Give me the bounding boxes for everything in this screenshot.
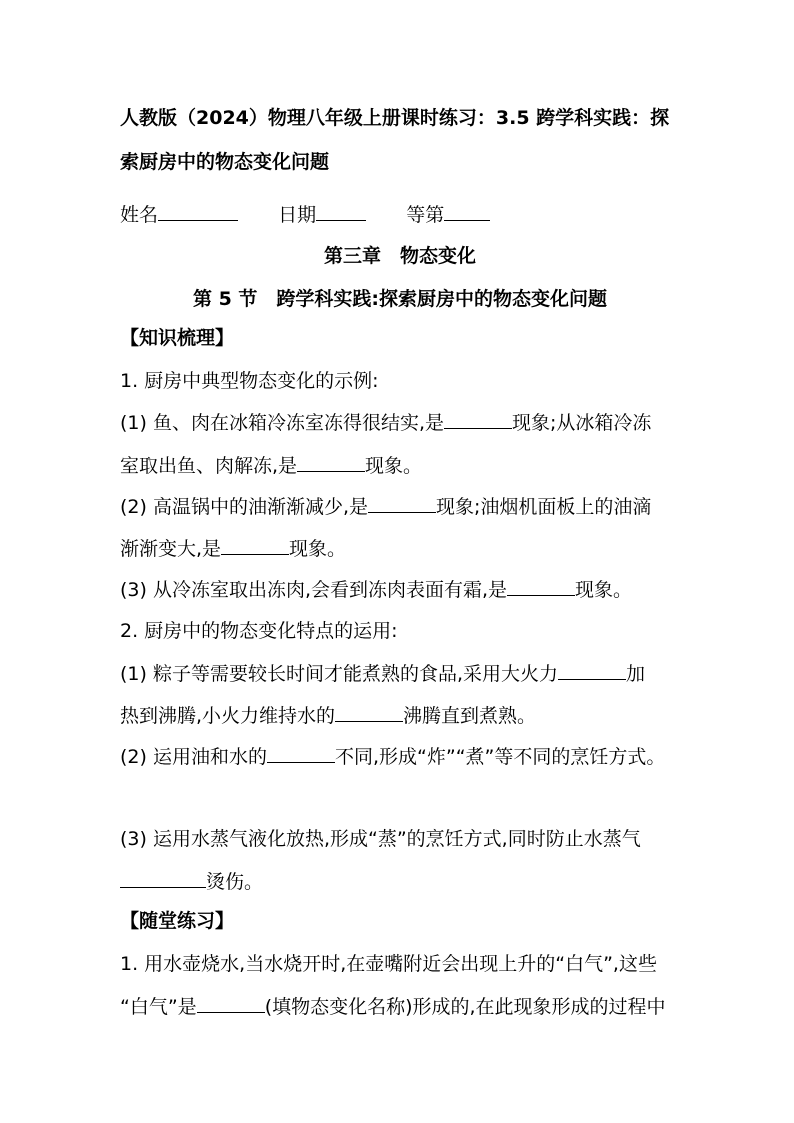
date-label: 日期	[278, 204, 317, 226]
document-title-line-2: 索厨房中的物态变化问题	[120, 151, 330, 173]
student-info-row	[120, 202, 490, 227]
answer-blank[interactable]	[267, 744, 335, 763]
answer-blank[interactable]	[221, 536, 289, 555]
answer-blank[interactable]	[444, 410, 512, 429]
chapter-title: 第三章 物态变化	[323, 245, 476, 267]
question-1-2-line-1: (2) 高温锅中的油渐渐减少,是 现象;油烟机面板上的油滴	[120, 496, 652, 518]
question-2-2: (2) 运用油和水的 不同,形成“炸”“煮”等不同的烹饪方式。	[120, 746, 666, 768]
grade-blank[interactable]	[444, 202, 490, 221]
question-2-intro: 2. 厨房中的物态变化特点的运用:	[120, 620, 398, 642]
answer-blank[interactable]	[297, 453, 365, 472]
knowledge-heading: 【知识梳理】	[120, 327, 235, 349]
question-1-1-line-1: (1) 鱼、肉在冰箱冷冻室冻得很结实,是 现象;从冰箱冷冻	[120, 412, 652, 434]
document-title-line-1: 人教版（2024）物理八年级上册课时练习：3.5 跨学科实践：探	[120, 107, 670, 129]
section-title: 第 5 节 跨学科实践:探索厨房中的物态变化问题	[192, 288, 608, 310]
date-blank[interactable]	[316, 202, 366, 221]
name-label: 姓名	[120, 204, 159, 226]
question-2-1-line-2: 热到沸腾,小火力维持水的 沸腾直到煮熟。	[120, 705, 537, 727]
practice-heading: 【随堂练习】	[120, 910, 235, 932]
answer-blank[interactable]	[335, 703, 403, 722]
practice-1-line-2: “白气”是 (填物态变化名称)形成的,在此现象形成的过程中	[120, 996, 666, 1018]
question-1-1-line-2: 室取出鱼、肉解冻,是 现象。	[120, 455, 423, 477]
answer-blank[interactable]	[507, 577, 575, 596]
name-blank[interactable]	[158, 202, 238, 221]
question-1-3: (3) 从冷冻室取出冻肉,会看到冻肉表面有霜,是 现象。	[120, 579, 633, 601]
question-1-intro: 1. 厨房中典型物态变化的示例:	[120, 370, 379, 392]
question-2-3-line-2: 烫伤。	[120, 869, 263, 894]
answer-blank[interactable]	[120, 869, 206, 888]
answer-blank[interactable]	[558, 661, 626, 680]
answer-blank[interactable]	[368, 494, 436, 513]
question-2-1-line-1: (1) 粽子等需要较长时间才能煮熟的食品,采用大火力 加	[120, 663, 646, 685]
question-2-3-line-1: (3) 运用水蒸气液化放热,形成“蒸”的烹饪方式,同时防止水蒸气	[120, 828, 641, 850]
grade-label: 等第	[406, 204, 445, 226]
practice-1-line-1: 1. 用水壶烧水,当水烧开时,在壶嘴附近会出现上升的“白气”,这些	[120, 953, 657, 975]
question-1-2-line-2: 渐渐变大,是 现象。	[120, 538, 347, 560]
answer-blank[interactable]	[197, 994, 265, 1013]
